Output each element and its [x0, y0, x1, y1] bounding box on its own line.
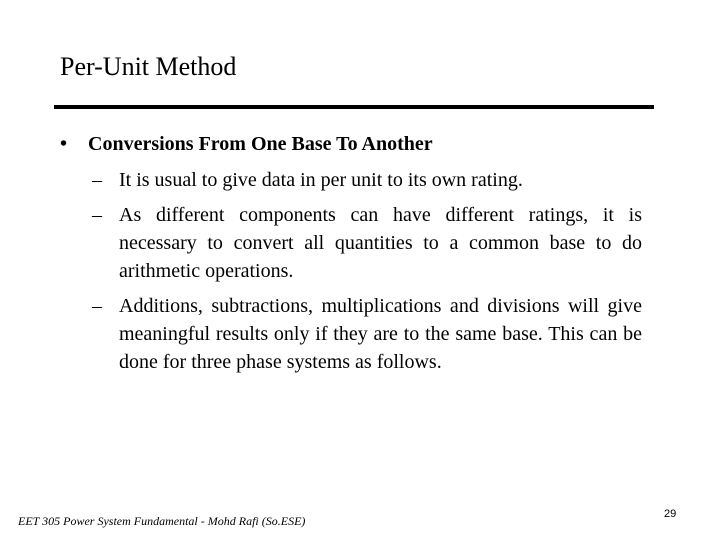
dash-marker: – — [92, 169, 102, 191]
dash-marker: – — [92, 295, 102, 317]
sub-point-2 — [92, 201, 642, 285]
sub-point-text: Additions, subtractions, multiplications and divisions will give meaningful results only if they are to the same base. This can be done for three phase systems as follows. — [119, 295, 642, 373]
bullet-heading: Conversions From One Base To Another — [88, 133, 433, 155]
slide-title: Per-Unit Method — [60, 52, 237, 81]
sub-point-1 — [92, 166, 642, 194]
dash-marker: – — [92, 204, 102, 226]
bullet-item — [60, 133, 433, 156]
footer-text: EET 305 Power System Fundamental - Mohd Rafi (So.ESE) — [18, 514, 306, 528]
title-underline — [54, 105, 654, 109]
bullet-marker: • — [60, 133, 68, 155]
page-number: 29 — [664, 508, 677, 520]
sub-point-3 — [92, 292, 642, 376]
sub-point-text: It is usual to give data in per unit to its own rating. — [119, 169, 523, 191]
sub-point-text: As different components can have different ratings, it is necessary to convert all quantities to a common base to do arithmetic operations. — [119, 204, 642, 282]
